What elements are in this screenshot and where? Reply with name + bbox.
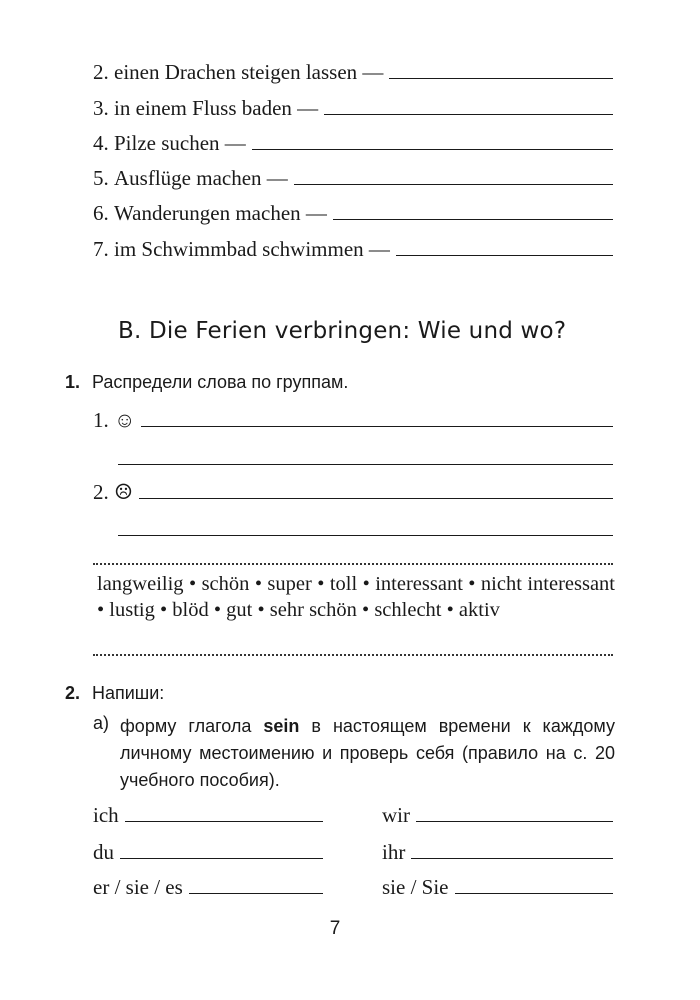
- answer-line[interactable]: [189, 877, 323, 894]
- answer-line[interactable]: [120, 842, 323, 859]
- activity-label: 5.: [93, 166, 109, 190]
- answer-line[interactable]: [324, 98, 613, 115]
- pronoun-row: [93, 803, 323, 833]
- pronoun-label: ich: [93, 803, 119, 827]
- task-number: 2.: [65, 683, 81, 703]
- activity-text: Wanderungen machen —: [114, 201, 327, 225]
- answer-line[interactable]: [455, 877, 614, 894]
- smiley-icon: ☺: [114, 408, 136, 432]
- group-label: 1.: [93, 408, 109, 432]
- activity-label: 6.: [93, 201, 109, 225]
- word-list: langweilig • schön • super • toll • interessant • nicht interessant • lustig • blöd • gut • sehr schön • schlecht • aktiv: [97, 573, 615, 621]
- subtask-text-end: в настоящем времени к каждому личному местоимению и проверь себя (правило на с. 20 учебного пособия).: [120, 716, 615, 790]
- verb-sein: sein: [263, 716, 300, 736]
- activity-label: 3.: [93, 96, 109, 120]
- activity-row: [93, 166, 613, 196]
- pronoun-label: du: [93, 840, 114, 864]
- section-title: B. Die Ferien verbringen: Wie und wo?: [118, 318, 567, 344]
- answer-line[interactable]: [396, 239, 613, 256]
- subtask-text-start: форму глагола: [120, 716, 264, 736]
- pronoun-label: er / sie / es: [93, 875, 183, 899]
- page-number: 7: [329, 918, 341, 939]
- pronoun-row: [93, 875, 323, 905]
- dotted-divider: [93, 563, 613, 565]
- answer-line[interactable]: [389, 62, 613, 79]
- answer-line[interactable]: [416, 805, 613, 822]
- activity-row: [93, 237, 613, 267]
- activity-text: Ausflüge machen —: [114, 166, 288, 190]
- answer-line[interactable]: [141, 410, 613, 427]
- group-row-positive: [93, 408, 613, 438]
- pronoun-row: [382, 840, 613, 870]
- activity-row: [93, 201, 613, 231]
- answer-line[interactable]: [252, 133, 613, 150]
- task-number: 1.: [65, 372, 81, 392]
- frowny-icon: ☹: [114, 480, 133, 504]
- answer-line[interactable]: [333, 203, 613, 220]
- pronoun-row: [93, 840, 323, 870]
- activity-row: [93, 60, 613, 90]
- subtask-letter: а): [93, 713, 110, 733]
- task-instruction: Напиши:: [92, 683, 165, 703]
- task-instruction: Распредели слова по группам.: [92, 372, 349, 392]
- answer-line[interactable]: [118, 464, 613, 465]
- activity-text: in einem Fluss baden —: [114, 96, 319, 120]
- answer-line[interactable]: [411, 842, 613, 859]
- answer-line[interactable]: [139, 482, 613, 499]
- activity-row: [93, 131, 613, 161]
- subtask-text: [120, 713, 615, 794]
- activity-label: 4.: [93, 131, 109, 155]
- activity-text: im Schwimmbad schwimmen —: [114, 237, 390, 261]
- dotted-divider: [93, 654, 613, 656]
- pronoun-label: ihr: [382, 840, 406, 864]
- activity-text: einen Drachen steigen lassen —: [114, 60, 384, 84]
- answer-line[interactable]: [118, 535, 613, 536]
- answer-line[interactable]: [294, 168, 613, 185]
- activity-row: [93, 96, 613, 126]
- answer-line[interactable]: [125, 805, 323, 822]
- pronoun-row: [382, 803, 613, 833]
- group-label: 2.: [93, 480, 109, 504]
- pronoun-row: [382, 875, 613, 905]
- activity-text: Pilze suchen —: [114, 131, 246, 155]
- pronoun-label: sie / Sie: [382, 875, 449, 899]
- activity-label: 7.: [93, 237, 109, 261]
- pronoun-label: wir: [382, 803, 410, 827]
- group-row-negative: [93, 480, 613, 510]
- activity-label: 2.: [93, 60, 109, 84]
